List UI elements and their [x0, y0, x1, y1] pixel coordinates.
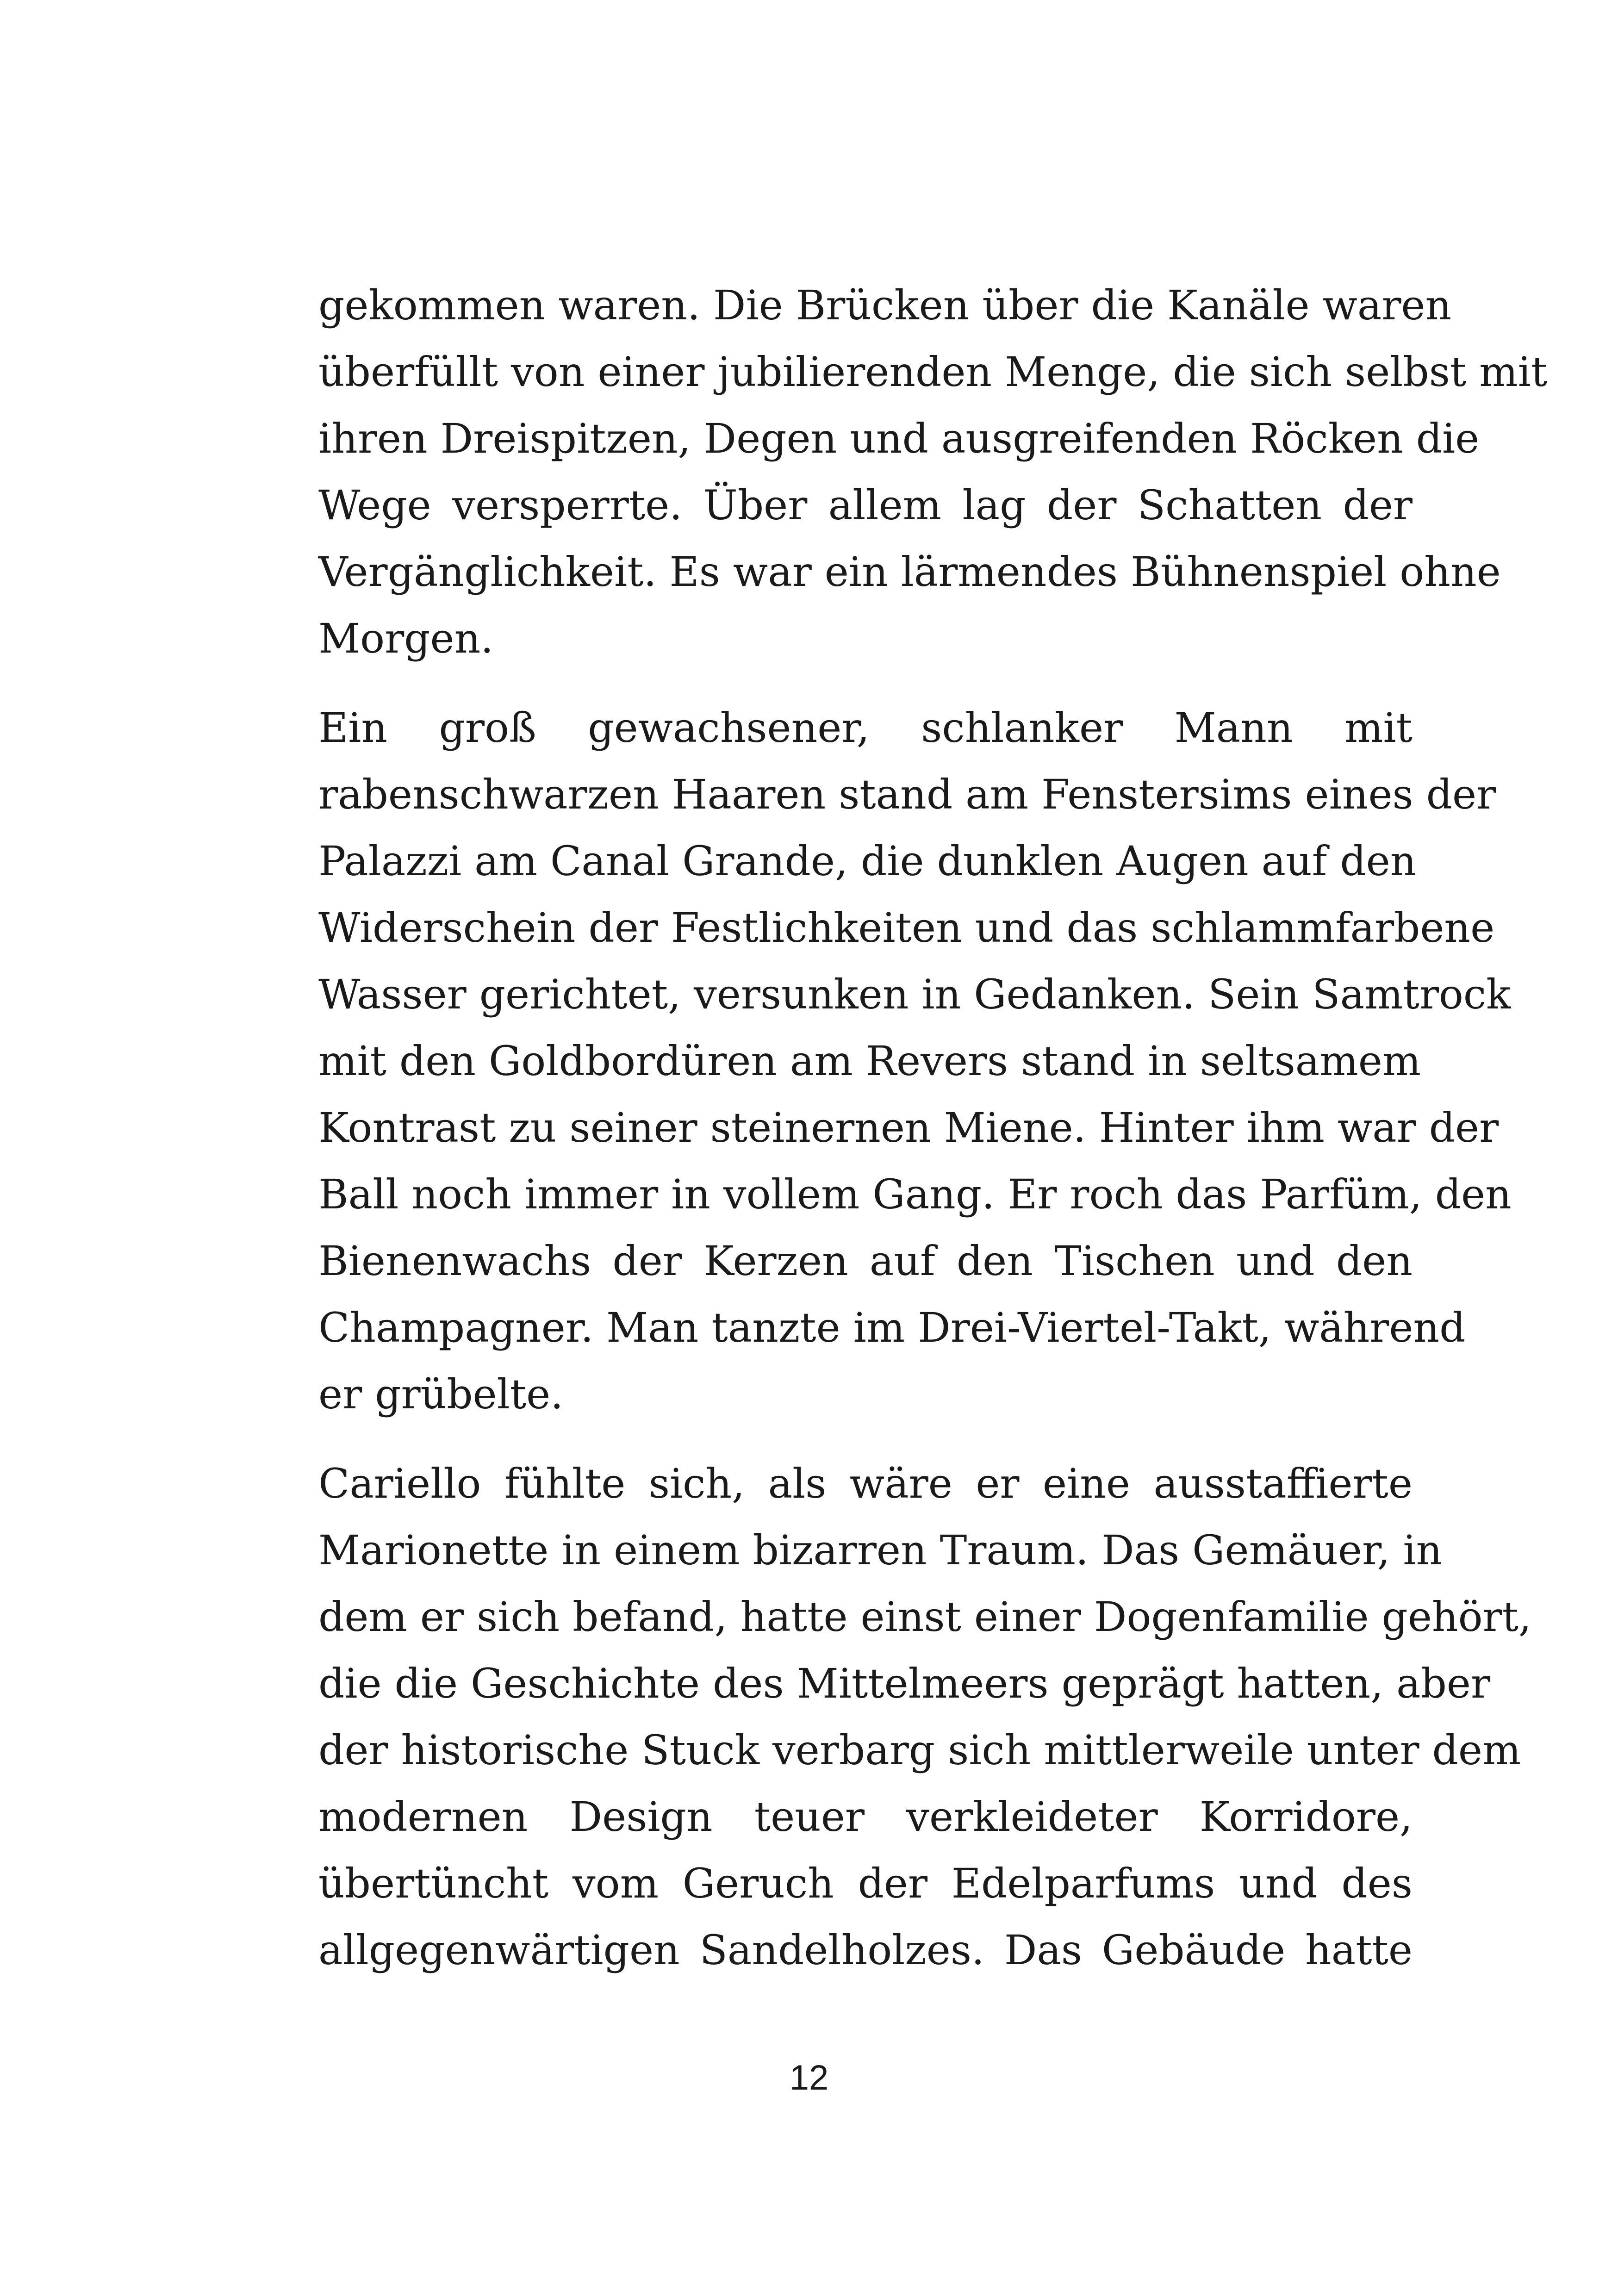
text-line: ihren Dreispitzen, Degen und ausgreifenden Röcken die	[318, 415, 1480, 462]
text-line: Ball noch immer in vollem Gang. Er roch das Parfüm, den	[318, 1170, 1512, 1218]
paragraph-1	[318, 272, 1548, 672]
text-line: Kontrast zu seiner steinernen Miene. Hinter ihm war der	[318, 1104, 1499, 1151]
text-line: Wege versperrte. Über allem lag der Schatten der	[318, 481, 1413, 529]
text-line: Bienenwachs der Kerzen auf den Tischen und den	[318, 1237, 1413, 1285]
text-line: die die Geschichte des Mittelmeers geprägt hatten, aber	[318, 1660, 1491, 1707]
text-line: Vergänglichkeit. Es war ein lärmendes Bühnenspiel ohne	[318, 548, 1501, 596]
text-line: mit den Goldbordüren am Revers stand in seltsamem	[318, 1037, 1421, 1085]
text-line: Champagner. Man tanzte im Drei-Viertel-Takt, während	[318, 1304, 1466, 1351]
text-line: übertüncht vom Geruch der Edelparfums und des	[318, 1860, 1413, 1907]
paragraph-2	[318, 695, 1512, 1428]
text-line: überfüllt von einer jubilierenden Menge, die sich selbst mit	[318, 348, 1548, 396]
page-number: 12	[789, 2058, 829, 2097]
body-text	[318, 272, 1548, 2006]
text-line: er grübelte.	[318, 1370, 564, 1418]
text-line: Marionette in einem bizarren Traum. Das Gemäuer, in	[318, 1526, 1443, 1574]
text-line: gekommen waren. Die Brücken über die Kanäle waren	[318, 281, 1452, 329]
text-line: Wasser gerichtet, versunken in Gedanken. Sein Samtrock	[318, 971, 1511, 1018]
text-line: der historische Stuck verbarg sich mittlerweile unter dem	[318, 1726, 1521, 1774]
text-line: modernen Design teuer verkleideter Korridore,	[318, 1793, 1413, 1841]
text-line: Widerschein der Festlichkeiten und das schlammfarbene	[318, 904, 1495, 952]
text-line: Cariello fühlte sich, als wäre er eine ausstaffierte	[318, 1460, 1413, 1507]
text-line: Ein groß gewachsener, schlanker Mann mit	[318, 704, 1413, 752]
text-line: allgegenwärtigen Sandelholzes. Das Gebäude hatte	[318, 1926, 1413, 1974]
text-line: rabenschwarzen Haaren stand am Fenstersims eines der	[318, 771, 1496, 818]
text-line: Morgen.	[318, 615, 494, 662]
text-line: Palazzi am Canal Grande, die dunklen Augen auf den	[318, 837, 1417, 885]
text-line: dem er sich befand, hatte einst einer Dogenfamilie gehört,	[318, 1593, 1531, 1641]
paragraph-3	[318, 1450, 1531, 1984]
